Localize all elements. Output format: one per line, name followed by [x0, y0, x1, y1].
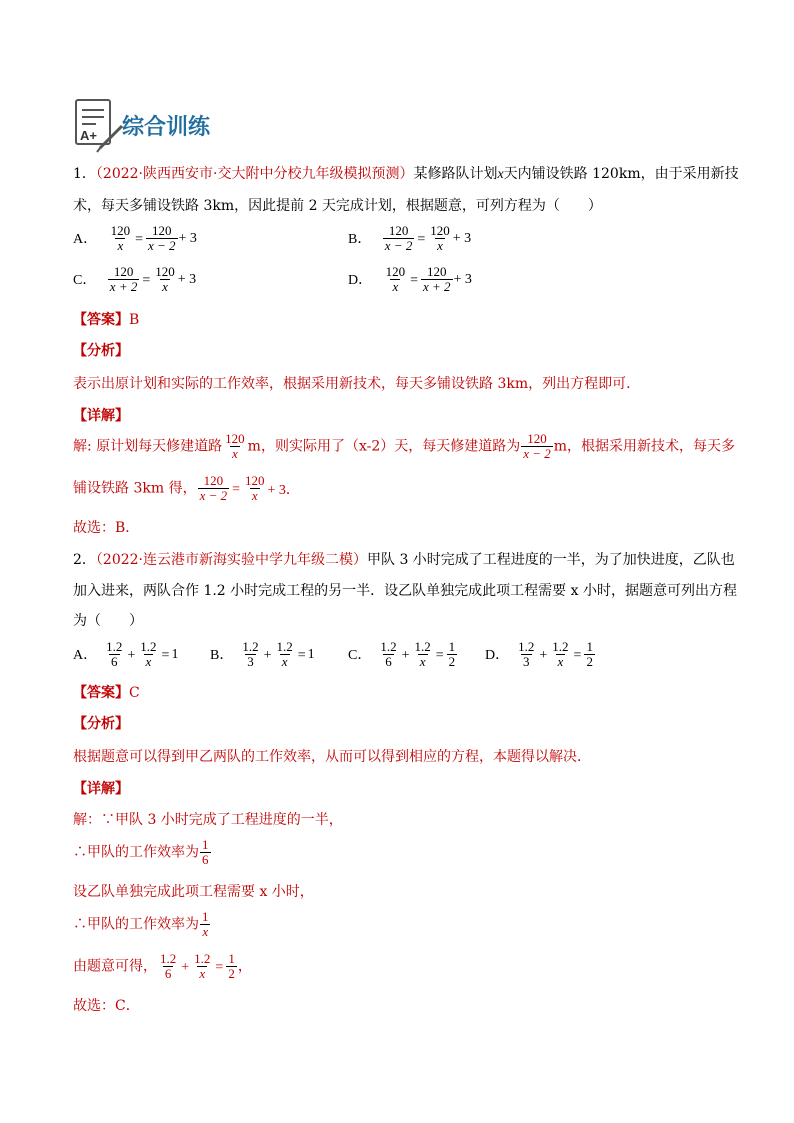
q2-detail-line1: 解：∵甲队 3 小时完成了工程进度的一半，: [73, 812, 343, 828]
q2-number: 2．: [73, 552, 96, 568]
q1-number: 1．: [73, 166, 96, 182]
q2-detail-line3: 设乙队单独完成此项工程需要 x 小时，: [73, 884, 314, 900]
q2-stem-line1: [73, 550, 735, 572]
fraction: $\frac{120}{x}$: [385, 264, 406, 294]
fraction: $\frac{120}{x - 2}$: [523, 431, 551, 461]
q2-option-d: D． $\frac{1.2}{3}$ + $\frac{1.2}{x}$ = $\frac{1}{2}$: [485, 639, 593, 669]
q2-analysis-text: 根据题意可以得到甲乙两队的工作效率，从而可以得到相应的方程，本题得以解决．: [73, 749, 591, 765]
fraction: $\frac{120}{x - 2}$: [147, 223, 176, 253]
fraction: $\frac{120}{x + 2}$: [109, 264, 138, 294]
q1-option-a: A． $\frac{120}{x}$ = $\frac{120}{x - 2}$ + 3: [73, 223, 197, 253]
svg-text:A+: A+: [80, 128, 97, 143]
q1-analysis-text: 表示出原计划和实际的工作效率，根据采用新技术，每天多铺设铁路 3km，列出方程即可．: [73, 376, 641, 392]
fraction: $\frac{1.2}{x}$: [140, 639, 157, 669]
q2-stem-line2: 加入进来，两队合作 1.2 小时完成工程的另一半．设乙队单独完成此项工程需要 x 小时，据题意可列出方程: [73, 583, 737, 599]
fraction: $\frac{1}{x}$: [202, 909, 209, 939]
q2-stem-text: 甲队 3 小时完成了工程进度的一半，为了加快进度，乙队也: [367, 552, 735, 568]
q2-detail-line2: ∴甲队的工作效率为 $\frac{1}{6}$: [73, 837, 209, 867]
fraction: $\frac{1.2}{x}$: [414, 639, 431, 669]
section-title: 综合训练: [122, 115, 211, 140]
q1-option-c: C． $\frac{120}{x + 2}$ = $\frac{120}{x}$ + 3: [73, 264, 197, 294]
q2-answer: [73, 683, 140, 705]
answer-label: 【答案】: [73, 685, 129, 701]
q2-analysis-label: 【分析】: [73, 716, 129, 732]
fraction: $\frac{1}{6}$: [202, 837, 209, 867]
fraction: $\frac{1.2}{3}$: [518, 639, 535, 669]
fraction: $\frac{1.2}{6}$: [380, 639, 397, 669]
option-label: B．: [348, 231, 372, 247]
answer-value: B: [129, 312, 140, 328]
q2-option-b: B． $\frac{1.2}{3}$ + $\frac{1.2}{x}$ = 1: [210, 639, 315, 669]
exam-paper-icon: [70, 96, 126, 154]
q1-detail-line2: 铺设铁路 3km 得， $\frac{120}{x - 2}$ = $\frac{120}{x}$ + 3．: [73, 473, 300, 503]
fraction: $\frac{120}{x}$: [430, 223, 450, 253]
fraction: $\frac{1.2}{3}$: [242, 639, 259, 669]
q2-source: （2022·连云港市新海实验中学九年级二模）: [95, 552, 367, 568]
fraction: $\frac{1.2}{x}$: [276, 639, 293, 669]
option-label: C．: [73, 272, 97, 288]
fraction: $\frac{120}{x}$: [155, 264, 175, 294]
q1-stem-line2: 术，每天多铺设铁路 3km，因此提前 2 天完成计划，根据题意，可列方程为（ ）: [73, 198, 602, 214]
q1-stem-text-b: 天内铺设铁路 120km，由于采用新技: [503, 166, 739, 182]
section-header: [70, 96, 270, 156]
q1-stem-text: 某修路队计划: [413, 166, 498, 182]
q1-choose: 故选：B．: [73, 520, 140, 536]
q1-answer: [73, 310, 139, 332]
q2-choose: 故选：C．: [73, 998, 140, 1014]
q1-option-b: B． $\frac{120}{x - 2}$ = $\frac{120}{x}$ + 3: [348, 223, 472, 253]
fraction: $\frac{120}{x - 2}$: [199, 473, 228, 503]
q2-detail-line5: 由题意可得， $\frac{1.2}{6}$ + $\frac{1.2}{x}$ = $\frac{1}{2}$ ，: [73, 951, 252, 981]
q2-detail-label: 【详解】: [73, 781, 129, 797]
q1-stem-var: x: [497, 167, 504, 182]
option-label: D．: [348, 272, 373, 288]
fraction: $\frac{120}{x}$: [110, 223, 131, 253]
q1-source: （2022·陕西西安市·交大附中分校九年级模拟预测）: [95, 166, 414, 182]
fraction: $\frac{1.2}{x}$: [552, 639, 569, 669]
q1-stem-line1: [73, 164, 739, 186]
fraction: $\frac{120}{x + 2}$: [422, 264, 451, 294]
q2-option-a: A． $\frac{1.2}{6}$ + $\frac{1.2}{x}$ = 1: [73, 639, 179, 669]
answer-value: C: [129, 685, 140, 701]
q1-detail-line1: 解: 原计划每天修建道路 $\frac{120}{x}$ m，则实际用了（x-2）天，每天修建道路为 $\frac{120}{x - 2}$ m，根据采用新技术，每天多: [73, 431, 736, 461]
q2-detail-line4: ∴甲队的工作效率为 $\frac{1}{x}$: [73, 909, 209, 939]
q1-option-d: D． $\frac{120}{x}$ = $\frac{120}{x + 2}$ + 3: [348, 264, 472, 294]
q1-analysis-label: 【分析】: [73, 343, 129, 359]
fraction: $\frac{120}{x}$: [245, 473, 265, 503]
q1-detail-label: 【详解】: [73, 408, 129, 424]
fraction: $\frac{1.2}{x}$: [194, 951, 211, 981]
q2-stem-line3: 为（ ）: [73, 613, 143, 629]
option-label: A．: [73, 231, 98, 247]
fraction: $\frac{1}{2}$: [586, 639, 593, 669]
fraction: $\frac{1.2}{6}$: [160, 951, 177, 981]
fraction: $\frac{120}{x - 2}$: [384, 223, 413, 253]
q2-option-c: C． $\frac{1.2}{6}$ + $\frac{1.2}{x}$ = $\frac{1}{2}$: [348, 639, 456, 669]
fraction: $\frac{120}{x}$: [225, 431, 245, 461]
fraction: $\frac{1}{2}$: [228, 951, 235, 981]
answer-label: 【答案】: [73, 312, 129, 328]
fraction: $\frac{1.2}{6}$: [106, 639, 123, 669]
fraction: $\frac{1}{2}$: [448, 639, 456, 669]
